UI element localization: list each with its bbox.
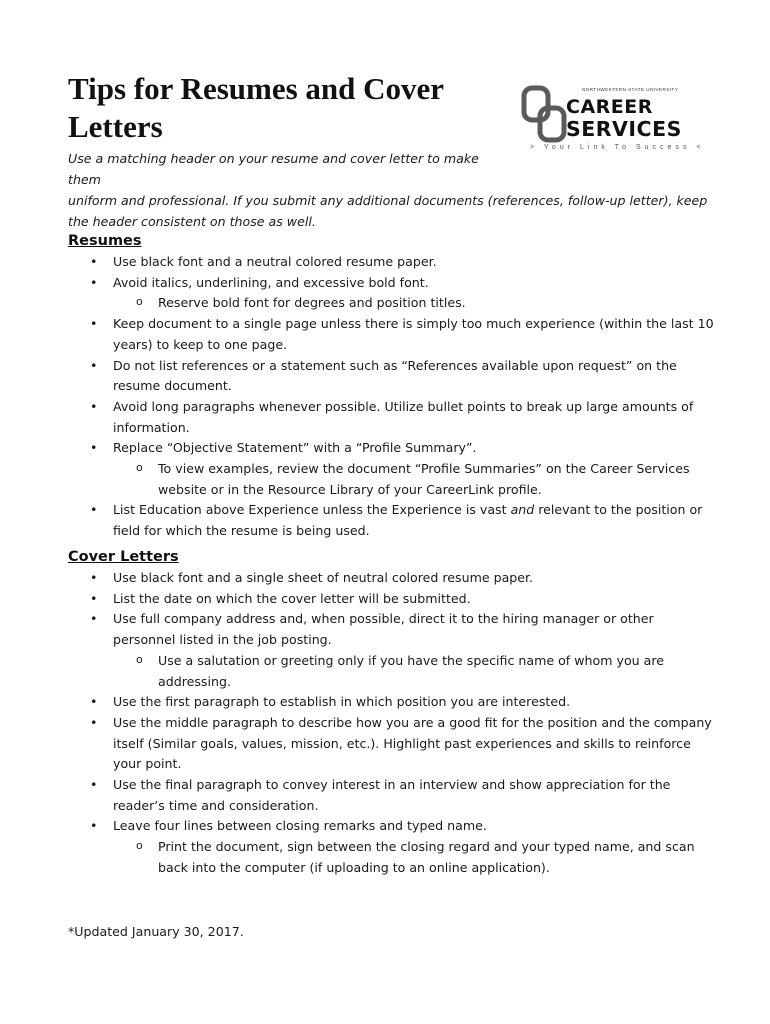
sub-list-item [113,293,718,314]
intro-paragraph [68,148,708,232]
list-item-text: Avoid italics, underlining, and excessive bold font. [113,274,429,290]
list-item [68,438,718,500]
list-item [68,397,718,438]
sub-list-item [113,837,718,878]
sub-list [113,651,718,692]
logo-tagline: > Your Link To Success < [530,144,705,151]
list-item [68,356,718,397]
list-item-text: Use the first paragraph to establish in which position you are interested. [113,694,571,710]
resumes-section [68,230,718,542]
list-item-text: Avoid long paragraphs whenever possible. Utilize bullet points to break up large amounts of information. [113,398,694,435]
page-title: Tips for Resumes and Cover Letters [68,71,444,144]
sub-list [113,837,718,878]
list-item-text: Replace “Objective Statement” with a “Profile Summary”. [113,440,477,456]
list-item-text: Use the middle paragraph to describe how you are a good fit for the position and the company itself (Similar goals, values, mission, etc.). Highlight past experiences and skills to reinforce your point. [113,714,712,772]
list-item-text: Keep document to a single page unless there is simply too much experience (within the last 10 years) to keep to one page. [113,316,714,352]
resumes-heading: Resumes [68,233,142,249]
list-item-text: Use the final paragraph to convey interest in an interview and show appreciation for the reader’s time and consideration. [113,777,671,813]
sub-list-item-text: Print the document, sign between the closing regard and your typed name, and scan back into the computer (if uploading to an online application). [158,839,695,875]
list-item-text: Use full company address and, when possible, direct it to the hiring manager or other personnel listed in the job posting. [113,611,654,648]
list-item [68,589,718,610]
logo-word-career: CAREER [566,96,653,118]
list-item-text: Use black font and a single sheet of neutral colored resume paper. [113,570,534,585]
list-item-text-post: relevant to the position or field for which the resume is being used. [113,502,703,539]
list-item [68,692,718,713]
sub-list [113,293,718,314]
career-services-logo [520,82,705,157]
sub-list-item-text: Use a salutation or greeting only if you have the specific name of whom you are addressing. [158,652,664,689]
list-item [68,500,718,541]
list-item [68,713,718,775]
list-item [68,816,718,878]
list-item-text: List the date on which the cover letter will be submitted. [113,590,471,606]
list-item-text: Use black font and a neutral colored resume paper. [113,254,437,269]
list-item [68,252,718,273]
sub-list-item-text: Reserve bold font for degrees and position titles. [158,295,466,311]
list-item-text: Do not list references or a statement such as “References available upon request” on the resume document. [113,357,677,394]
list-item [68,609,718,692]
resumes-list [68,252,718,542]
list-item [68,775,718,816]
updated-footnote: *Updated January 30, 2017. [68,924,244,939]
list-item-text: Leave four lines between closing remarks and typed name. [113,818,487,834]
intro-line-rest: uniform and professional. If you submit any additional documents (references, follow-up letter), keep the header consistent on those as well. [68,193,708,229]
list-item [68,314,718,355]
cover-letters-heading: Cover Letters [68,549,179,565]
sub-list-item [113,651,718,692]
intro-line-1: Use a matching header on your resume and cover letter to make them [68,151,479,187]
list-item [68,568,718,589]
cover-letters-section [68,546,718,879]
sub-list [113,459,718,500]
sub-list-item [113,459,718,500]
cover-letters-list [68,568,718,879]
emphasis-text: and [510,502,535,518]
sub-list-item-text: To view examples, review the document “Profile Summaries” on the Career Services website or in the Resource Library of your CareerLink profile. [158,461,690,497]
logo-university-text: NORTHWESTERN STATE UNIVERSITY [582,87,679,92]
list-item-text-pre: List Education above Experience unless the Experience is vast [113,502,511,518]
list-item [68,273,718,314]
logo-word-services: SERVICES [566,117,682,141]
chain-link-icon [520,84,570,146]
